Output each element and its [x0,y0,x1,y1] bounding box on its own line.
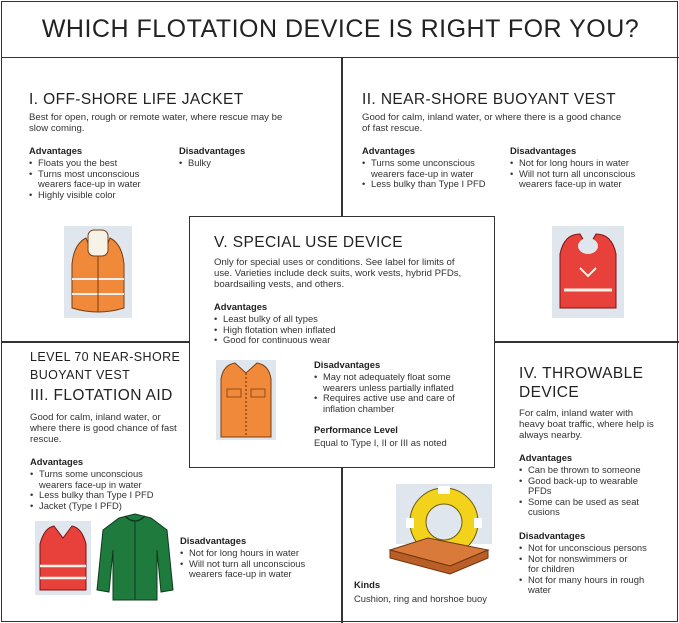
list-item: • Jacket (Type I PFD) [30,501,170,512]
type-5-disadvantages-heading: Disadvantages [314,359,381,370]
panel-type-2 [362,90,672,190]
divider-horizontal-left [2,341,189,343]
divider-vertical-bottom [341,468,343,623]
list-item: • Requires active use and care of inflation chamber [314,393,484,414]
type-4-disadvantages-heading: Disadvantages [519,529,586,541]
list-item: • Not for nonswimmers or for children [519,554,629,575]
special-use-vest-image [215,359,277,441]
type-4-title: IV. THROWABLE DEVICE [519,365,644,401]
divider-vertical-top [341,58,343,216]
list-item: • Can be thrown to someone [519,465,659,476]
type-2-title: II. NEAR-SHORE BUOYANT VEST [362,91,616,108]
flotation-jacket-image [95,510,175,602]
list-item: • Not for unconscious persons [519,543,664,554]
list-item: • Not for long hours in water [510,158,650,169]
type-1-description: Best for open, rough or remote water, where rescue may be slow coming. [29,112,283,134]
list-item: • Good back-up to wearable PFDs [519,476,659,497]
type-1-disadvantages-list [179,158,245,169]
list-item: • Good for continuous wear [214,335,482,346]
type-3-description: Good for calm, inland water, or where there is good chance of fast rescue. [30,412,177,445]
type-2-disadvantages-heading: Disadvantages [510,145,577,156]
type-5-disadvantages-list [314,372,484,414]
ring-buoy-and-cushion-image [388,482,498,580]
type-5-description: Only for special uses or conditions. See label for limits of use. Varieties include deck suits, work vests, hybrid PFDs, boardsailing vests, and others. [214,257,462,290]
flotation-aid-vest-image [34,520,92,596]
list-item: • Less bulky than Type I PFD [30,490,170,501]
type-2-advantages-list [362,158,502,190]
type-5-title: V. SPECIAL USE DEVICE [214,234,404,251]
type-3-disadvantages-heading: Disadvantages [180,535,247,546]
panel-type-1 [29,90,329,200]
type-4-advantages-list [519,465,659,518]
type-2-description: Good for calm, inland water, or where there is a good chance of fast rescue. [362,112,622,134]
list-item: • Will not turn all unconscious wearers face-up in water [180,559,335,580]
list-item: • Will not turn all unconscious wearers face-up in water [510,169,650,190]
type-3-disadvantages [180,535,335,580]
type-4-kinds-text: Cushion, ring and horshoe buoy [354,593,487,604]
offshore-life-jacket-image [62,224,134,320]
type-4-disadvantages-list [519,543,664,596]
nearshore-buoyant-vest-image [550,224,626,320]
type-5-advantages-list [214,314,482,346]
type-4-advantages-heading: Advantages [519,452,573,463]
type-3-disadvantages-list [180,548,335,580]
list-item: • Bulky [179,158,245,169]
list-item: • Floats you the best [29,158,169,169]
list-item: • Some can be used as seat cusions [519,497,659,518]
list-item: • Least bulky of all types [214,314,482,325]
type-3-advantages-list [30,469,170,511]
type-1-title: I. OFF-SHORE LIFE JACKET [29,91,244,108]
type-4-description: For calm, inland water with heavy boat traffic, where help is always nearby. [519,408,654,441]
type-1-advantages-list [29,158,169,200]
list-item: • Not for many hours in rough water [519,575,664,596]
type-4-kinds-heading: Kinds [354,579,381,590]
list-item: • Turns most unconscious wearers face-up in water [29,169,154,190]
type-3-advantages-heading: Advantages [30,456,84,467]
type-1-advantages-heading: Advantages [29,145,83,156]
type-1-disadvantages-heading: Disadvantages [179,145,246,156]
list-item: • Less bulky than Type I PFD [362,179,502,190]
type-4-kinds [354,579,524,604]
type-2-advantages-heading: Advantages [362,145,416,156]
type-3-pretitle: LEVEL 70 NEAR-SHORE BUOYANT VEST [30,350,181,382]
type-2-disadvantages-list [510,158,650,190]
list-item: • Highly visible color [29,190,169,201]
list-item: • High flotation when inflated [214,325,482,336]
panel-type-4 [519,364,669,596]
type-5-performance-heading: Performance Level [314,424,398,436]
type-5-advantages-heading: Advantages [214,301,268,312]
type-3-title: III. FLOTATION AID [30,387,173,404]
page-title: WHICH FLOTATION DEVICE IS RIGHT FOR YOU? [2,2,679,58]
list-item: • May not adequately float some wearers unless partially inflated [314,372,484,393]
type-5-performance-text: Equal to Type I, II or III as noted [314,437,447,449]
panel-type-3 [30,348,190,511]
page-frame [1,1,678,622]
list-item: • Not for long hours in water [180,548,335,559]
list-item: • Turns some unconscious wearers face-up in water [362,158,482,179]
divider-horizontal-right [494,341,679,343]
list-item: • Turns some unconscious wearers face-up in water [30,469,170,490]
